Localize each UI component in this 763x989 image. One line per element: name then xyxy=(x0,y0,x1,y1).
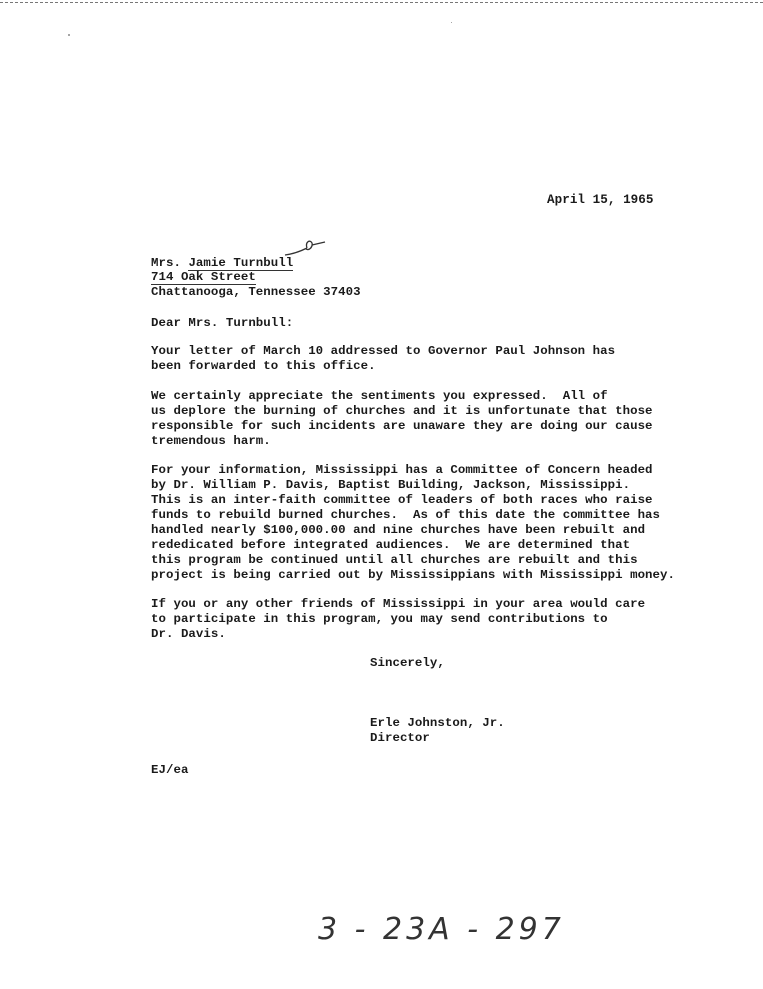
paragraph-3-line: For your information, Mississippi has a Committee of Concern headed xyxy=(151,463,653,477)
paragraph-4-line: If you or any other friends of Mississippi in your area would care xyxy=(151,597,646,611)
paragraph-1-line: been forwarded to this office. xyxy=(151,359,376,373)
signer-title: Director xyxy=(370,731,430,745)
paragraph-2-line: We certainly appreciate the sentiments you expressed. All of xyxy=(151,389,608,403)
handwritten-check-mark xyxy=(283,238,327,260)
typist-initials: EJ/ea xyxy=(151,763,189,777)
paragraph-3-line: funds to rebuild burned churches. As of this date the committee has xyxy=(151,508,661,522)
paragraph-2-line: responsible for such incidents are unaware they are doing our cause xyxy=(151,419,653,433)
paragraph-3-line: by Dr. William P. Davis, Baptist Building, Jackson, Mississippi. xyxy=(151,478,631,492)
closing: Sincerely, xyxy=(370,656,445,670)
scan-speck xyxy=(451,22,452,23)
letter-date: April 15, 1965 xyxy=(547,193,654,207)
recipient-name-line xyxy=(151,256,293,271)
paragraph-3-line: rededicated before integrated audiences. We are determined that xyxy=(151,538,631,552)
paragraph-3-line: this program be continued until all churches are rebuilt and this xyxy=(151,553,638,567)
paragraph-3-line: project is being carried out by Mississippians with Mississippi money. xyxy=(151,568,675,582)
recipient-name: Jamie Turnbull xyxy=(188,256,294,270)
paragraph-3-line: This is an inter-faith committee of leaders of both races who raise xyxy=(151,493,653,507)
paragraph-3-line: handled nearly $100,000.00 and nine churches have been rebuilt and xyxy=(151,523,646,537)
recipient-street: 714 Oak Street xyxy=(151,270,256,284)
recipient-prefix: Mrs. xyxy=(151,256,189,270)
paragraph-4-line: to participate in this program, you may send contributions to xyxy=(151,612,608,626)
signer-name: Erle Johnston, Jr. xyxy=(370,716,505,730)
recipient-city: Chattanooga, Tennessee 37403 xyxy=(151,285,361,299)
paragraph-2-line: tremendous harm. xyxy=(151,434,271,448)
scan-speck xyxy=(68,34,70,36)
top-dashed-edge xyxy=(0,2,763,3)
handwritten-file-number: 3 - 23A - 297 xyxy=(318,912,565,947)
paragraph-2-line: us deplore the burning of churches and it is unfortunate that those xyxy=(151,404,653,418)
paragraph-4-line: Dr. Davis. xyxy=(151,627,226,641)
paragraph-1-line: Your letter of March 10 addressed to Governor Paul Johnson has xyxy=(151,344,616,358)
salutation: Dear Mrs. Turnbull: xyxy=(151,316,294,330)
